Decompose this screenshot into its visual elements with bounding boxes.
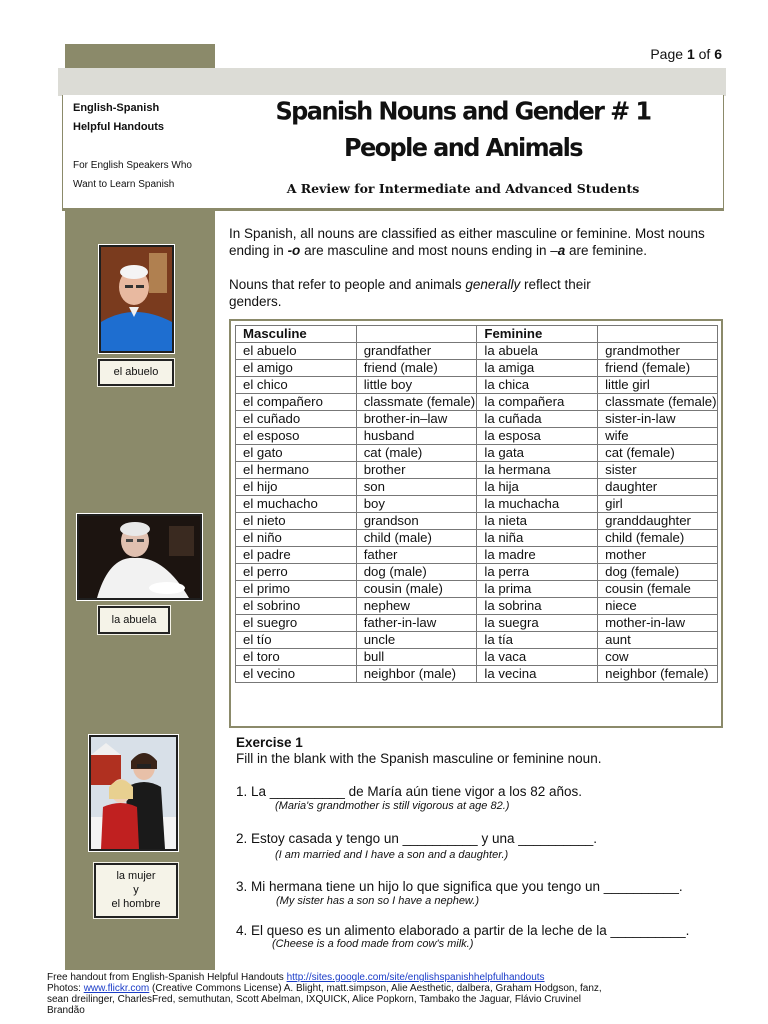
feminine-noun: la cuñada <box>477 411 598 428</box>
feminine-meaning: daughter <box>598 479 718 496</box>
translation-3: (My sister has a son so I have a nephew.) <box>276 895 479 907</box>
feminine-meaning: niece <box>598 598 718 615</box>
table-row <box>236 445 718 462</box>
table-row <box>236 547 718 564</box>
table-row <box>236 598 718 615</box>
header-blank <box>356 326 477 343</box>
page-number: Page 1 of 6 <box>650 46 722 62</box>
caption-la-mujer-y-el-hombre: la mujer y el hombre <box>94 863 178 918</box>
intro-paragraph-2: Nouns that refer to people and animals generally reflect their genders. <box>229 277 591 309</box>
feminine-meaning: granddaughter <box>598 513 718 530</box>
exercise-title: Exercise 1 <box>236 735 303 750</box>
masculine-noun: el hermano <box>236 462 357 479</box>
portrait-image <box>91 737 176 849</box>
table-row <box>236 377 718 394</box>
feminine-noun: la muchacha <box>477 496 598 513</box>
feminine-noun: la gata <box>477 445 598 462</box>
table-row <box>236 632 718 649</box>
table-row <box>236 343 718 360</box>
masculine-meaning: boy <box>356 496 477 513</box>
masculine-noun: el padre <box>236 547 357 564</box>
masculine-meaning: uncle <box>356 632 477 649</box>
masculine-meaning: friend (male) <box>356 360 477 377</box>
feminine-noun: la sobrina <box>477 598 598 615</box>
masculine-meaning: neighbor (male) <box>356 666 477 683</box>
grandfather-photo <box>99 245 174 353</box>
masculine-noun: el toro <box>236 649 357 666</box>
header-band <box>58 68 726 96</box>
masculine-meaning: cousin (male) <box>356 581 477 598</box>
masculine-noun: el esposo <box>236 428 357 445</box>
masculine-noun: el nieto <box>236 513 357 530</box>
flickr-link[interactable]: www.flickr.com <box>83 983 150 994</box>
table-row <box>236 479 718 496</box>
masculine-noun: el amigo <box>236 360 357 377</box>
masculine-meaning: grandfather <box>356 343 477 360</box>
table-row <box>236 649 718 666</box>
feminine-noun: la esposa <box>477 428 598 445</box>
feminine-noun: la compañera <box>477 394 598 411</box>
masculine-meaning: nephew <box>356 598 477 615</box>
handouts-link[interactable]: http://sites.google.com/site/englishspanishhelpfulhandouts <box>286 972 545 983</box>
feminine-meaning: cousin (female <box>598 581 718 598</box>
masculine-meaning: cat (male) <box>356 445 477 462</box>
footer-line-1: Free handout from English-Spanish Helpful Handouts http://sites.google.com/site/englishspanishhelpfulhandouts <box>47 972 545 983</box>
question-4: 4. El queso es un alimento elaborado a partir de la leche de la __________. <box>236 923 690 938</box>
masculine-meaning: son <box>356 479 477 496</box>
table-row <box>236 360 718 377</box>
masculine-noun: el muchacho <box>236 496 357 513</box>
feminine-noun: la amiga <box>477 360 598 377</box>
question-1: 1. La __________ de María aún tiene vigor a los 82 años. <box>236 784 583 799</box>
couple-photo <box>89 735 178 851</box>
table-row <box>236 394 718 411</box>
feminine-noun: la tía <box>477 632 598 649</box>
header-masculine: Masculine <box>236 326 357 343</box>
feminine-meaning: cat (female) <box>598 445 718 462</box>
masculine-meaning: father-in-law <box>356 615 477 632</box>
table-row <box>236 564 718 581</box>
feminine-noun: la vecina <box>477 666 598 683</box>
feminine-noun: la suegra <box>477 615 598 632</box>
table-header-row <box>236 326 718 343</box>
masculine-noun: el gato <box>236 445 357 462</box>
table-row <box>236 496 718 513</box>
brand: English-Spanish Helpful Handouts <box>73 102 165 133</box>
feminine-meaning: wife <box>598 428 718 445</box>
tagline: For English Speakers Who Want to Learn Spanish <box>73 160 192 190</box>
feminine-meaning: mother <box>598 547 718 564</box>
table-row <box>236 513 718 530</box>
feminine-meaning: girl <box>598 496 718 513</box>
page-subtitle: A Review for Intermediate and Advanced Students <box>286 181 640 196</box>
masculine-meaning: bull <box>356 649 477 666</box>
masculine-noun: el chico <box>236 377 357 394</box>
table-row <box>236 462 718 479</box>
masculine-meaning: child (male) <box>356 530 477 547</box>
grandmother-photo <box>77 514 202 600</box>
feminine-noun: la abuela <box>477 343 598 360</box>
masculine-meaning: brother <box>356 462 477 479</box>
feminine-meaning: classmate (female) <box>598 394 718 411</box>
feminine-noun: la hermana <box>477 462 598 479</box>
masculine-noun: el primo <box>236 581 357 598</box>
exercise-instruction: Fill in the blank with the Spanish masculine or feminine noun. <box>236 751 602 766</box>
translation-2: (I am married and I have a son and a daughter.) <box>275 849 509 861</box>
feminine-noun: la hija <box>477 479 598 496</box>
masculine-meaning: brother-in–law <box>356 411 477 428</box>
masculine-noun: el compañero <box>236 394 357 411</box>
feminine-meaning: friend (female) <box>598 360 718 377</box>
masculine-meaning: classmate (female) <box>356 394 477 411</box>
vocab-table-body <box>236 343 718 683</box>
intro-paragraph-1: In Spanish, all nouns are classified as either masculine or feminine. Most nouns ending in -o are masculine and most nouns ending in –a are feminine. <box>229 226 705 258</box>
translation-1: (Maria's grandmother is still vigorous at age 82.) <box>275 800 510 812</box>
vocab-table <box>235 325 718 683</box>
masculine-noun: el abuelo <box>236 343 357 360</box>
masculine-noun: el hijo <box>236 479 357 496</box>
feminine-meaning: little girl <box>598 377 718 394</box>
masculine-meaning: grandson <box>356 513 477 530</box>
portrait-image <box>79 516 200 598</box>
caption-el-abuelo: el abuelo <box>98 359 174 386</box>
table-row <box>236 530 718 547</box>
feminine-meaning: dog (female) <box>598 564 718 581</box>
question-3: 3. Mi hermana tiene un hijo lo que significa que you tengo un __________. <box>236 879 683 894</box>
feminine-noun: la madre <box>477 547 598 564</box>
masculine-noun: el tío <box>236 632 357 649</box>
feminine-noun: la perra <box>477 564 598 581</box>
portrait-image <box>101 247 172 351</box>
footer-photos: Photos: www.flickr.com (Creative Commons License) A. Blight, matt.simpson, Alie Aesthetic, dalbera, Graham Hodgson, fanz, sean dreilinger, CharlesFred, semuthutan, Scott Abelman, IXQUICK, Alice Popkorn, Tambako the Jaguar, Flávio Cruvinel Brandão <box>47 983 602 1016</box>
feminine-meaning: mother-in-law <box>598 615 718 632</box>
feminine-noun: la prima <box>477 581 598 598</box>
masculine-noun: el perro <box>236 564 357 581</box>
table-row <box>236 411 718 428</box>
feminine-noun: la chica <box>477 377 598 394</box>
masculine-meaning: husband <box>356 428 477 445</box>
feminine-noun: la niña <box>477 530 598 547</box>
feminine-meaning: neighbor (female) <box>598 666 718 683</box>
question-2: 2. Estoy casada y tengo un __________ y una __________. <box>236 831 598 846</box>
footer-credits <box>47 972 747 1016</box>
masculine-noun: el niño <box>236 530 357 547</box>
masculine-meaning: little boy <box>356 377 477 394</box>
feminine-meaning: sister-in-law <box>598 411 718 428</box>
exercise-header <box>236 735 736 766</box>
table-row <box>236 428 718 445</box>
header-feminine: Feminine <box>477 326 598 343</box>
masculine-meaning: dog (male) <box>356 564 477 581</box>
page-title: Spanish Nouns and Gender # 1 People and Animals <box>275 96 651 163</box>
feminine-meaning: grandmother <box>598 343 718 360</box>
table-row <box>236 581 718 598</box>
feminine-noun: la nieta <box>477 513 598 530</box>
feminine-meaning: child (female) <box>598 530 718 547</box>
table-row <box>236 666 718 683</box>
masculine-noun: el suegro <box>236 615 357 632</box>
masculine-meaning: father <box>356 547 477 564</box>
feminine-meaning: sister <box>598 462 718 479</box>
caption-la-abuela: la abuela <box>98 606 170 634</box>
header-blank <box>598 326 718 343</box>
feminine-meaning: cow <box>598 649 718 666</box>
header-box <box>62 95 724 209</box>
masculine-noun: el vecino <box>236 666 357 683</box>
masculine-noun: el sobrino <box>236 598 357 615</box>
masculine-noun: el cuñado <box>236 411 357 428</box>
vocab-table-frame <box>229 319 723 728</box>
translation-4: (Cheese is a food made from cow's milk.) <box>272 938 474 950</box>
feminine-noun: la vaca <box>477 649 598 666</box>
feminine-meaning: aunt <box>598 632 718 649</box>
table-row <box>236 615 718 632</box>
